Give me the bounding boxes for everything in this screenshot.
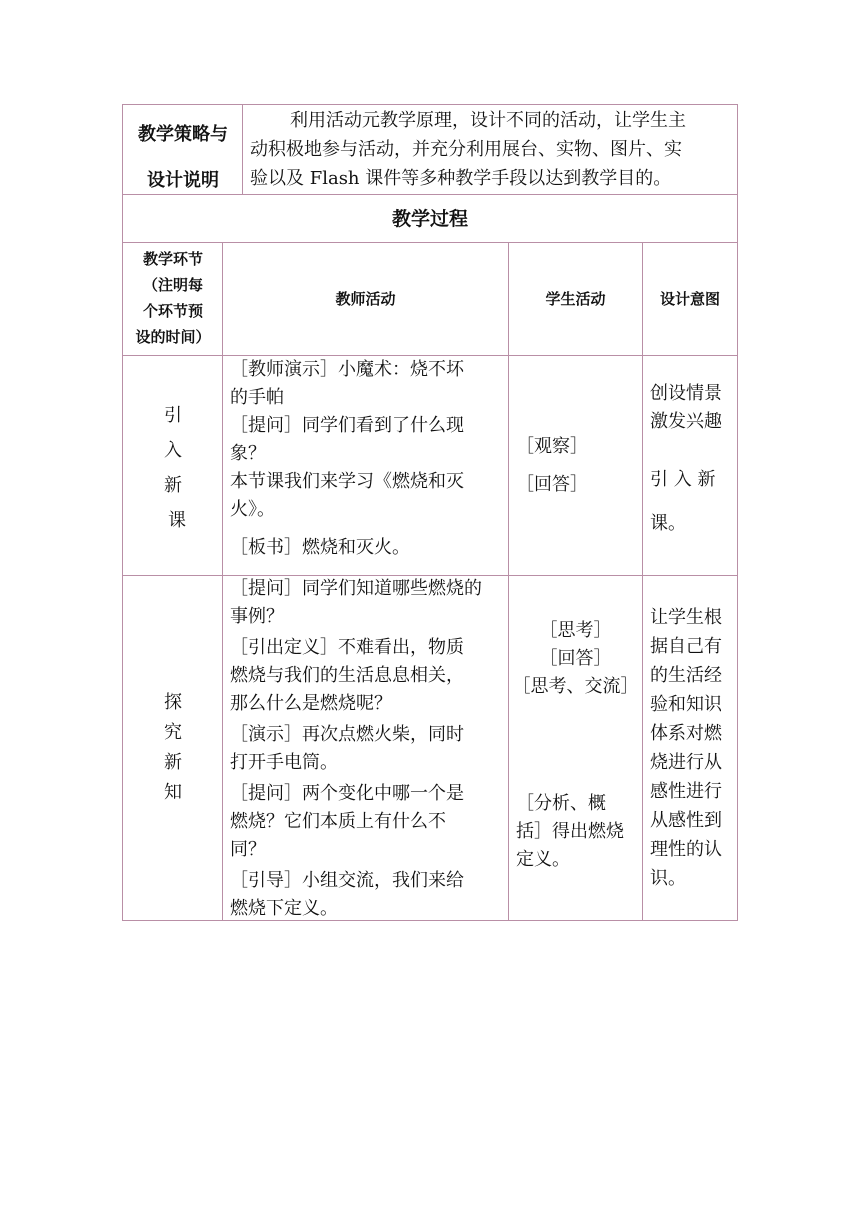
teacher-activity-intro — [230, 356, 508, 562]
intent-line: 体系对燃 — [650, 723, 722, 744]
teacher-line: 打开手电筒。 — [230, 752, 338, 773]
intent-line: 烧进行从 — [650, 752, 722, 773]
stage-explore — [124, 688, 222, 808]
stage-header-line: 教学环节 — [142, 250, 203, 268]
teacher-line: 的手帕 — [230, 387, 284, 408]
teacher-line: 燃烧下定义。 — [230, 898, 338, 919]
strategy-label-line: 教学策略与 — [138, 124, 228, 145]
student-line: 定义。 — [516, 849, 570, 870]
teacher-line: ［教师演示］小魔术：烧不坏 — [230, 359, 464, 380]
stage-char: 新 — [164, 475, 182, 496]
student-line: ［分析、概 — [516, 793, 606, 814]
teacher-line: ［演示］再次点燃火柴，同时 — [230, 724, 464, 745]
stage-char: 入 — [164, 440, 182, 461]
process-title: 教学过程 — [391, 208, 468, 230]
stage-intro — [124, 398, 222, 538]
intent-line: 引 入 新 — [650, 469, 716, 490]
teacher-line: 本节课我们来学习《燃烧和灭 — [230, 471, 464, 492]
teacher-line: 火》。 — [230, 499, 275, 520]
student-activity-define — [516, 790, 642, 874]
stage-char: 知 — [164, 782, 182, 803]
teacher-line: 燃烧与我们的生活息息相关， — [230, 665, 464, 686]
teacher-line: 象？ — [230, 443, 266, 464]
stage-char: 究 — [164, 722, 182, 743]
student-header: 学生活动 — [545, 290, 606, 308]
border — [642, 242, 643, 921]
intent-line: 感性进行 — [650, 781, 722, 802]
teacher-line: 那么什么是燃烧呢？ — [230, 693, 392, 714]
intent-line: 从感性到 — [650, 810, 722, 831]
student-line: ［观察］ — [516, 436, 588, 457]
border — [242, 104, 243, 194]
border — [122, 242, 738, 243]
strategy-content — [250, 106, 736, 193]
stage-header-line: 设的时间） — [135, 328, 211, 346]
strategy-line: 动积极地参与活动，并充分利用展台、实物、图片、实 — [250, 139, 682, 160]
strategy-line: 验以及 Flash 课件等多种教学手段以达到教学目的。 — [250, 168, 672, 189]
teacher-line: 燃烧？它们本质上有什么不 — [230, 811, 446, 832]
intent-explore — [650, 603, 738, 893]
intent-header: 设计意图 — [659, 290, 720, 308]
stage-header — [124, 246, 222, 350]
student-line: ［思考、交流］ — [512, 676, 639, 697]
intent-line: 激发兴趣 — [650, 411, 722, 432]
teacher-line: ［板书］燃烧和灭火。 — [230, 537, 410, 558]
teacher-line: ［提问］两个变化中哪一个是 — [230, 783, 464, 804]
stage-char: 引 — [164, 405, 182, 426]
intent-line: 课。 — [650, 513, 686, 534]
student-line: 括］得出燃烧 — [516, 821, 624, 842]
intent-line: 据自己有 — [650, 636, 722, 657]
intent-line: 创设情景 — [650, 383, 722, 404]
border — [122, 104, 738, 105]
teacher-line: ［引出定义］不难看出，物质 — [230, 637, 464, 658]
teacher-header: 教师活动 — [335, 290, 396, 308]
teacher-line: ［引导］小组交流，我们来给 — [230, 870, 464, 891]
stage-header-line: 个环节预 — [142, 302, 203, 320]
intent-line: 让学生根 — [650, 607, 722, 628]
teacher-line: ［提问］同学们知道哪些燃烧的 — [230, 578, 482, 599]
teacher-line: 事例？ — [230, 606, 284, 627]
teacher-activity-explore — [230, 575, 508, 923]
stage-header-line: （注明每 — [142, 276, 203, 294]
stage-char: 新 — [164, 752, 182, 773]
teacher-line: 同？ — [230, 839, 266, 860]
strategy-line: 利用活动元教学原理，设计不同的活动，让学生主 — [290, 110, 686, 131]
border — [222, 242, 223, 921]
strategy-label — [124, 112, 242, 204]
border — [508, 242, 509, 921]
student-line: ［回答］ — [539, 648, 612, 669]
student-line: ［思考］ — [539, 620, 612, 641]
intent-line: 识。 — [650, 868, 686, 889]
intent-line: 理性的认 — [650, 839, 722, 860]
student-activity-intro — [516, 428, 642, 504]
strategy-label-line: 设计说明 — [147, 170, 219, 191]
student-activity-explore — [509, 617, 642, 701]
intent-line: 的生活经 — [650, 665, 722, 686]
intent-intro — [650, 380, 738, 538]
stage-char: 课 — [168, 510, 186, 531]
student-line: ［回答］ — [516, 474, 588, 495]
teacher-line: ［提问］同学们看到了什么现 — [230, 415, 464, 436]
stage-char: 探 — [164, 692, 182, 713]
intent-line: 验和知识 — [650, 694, 722, 715]
